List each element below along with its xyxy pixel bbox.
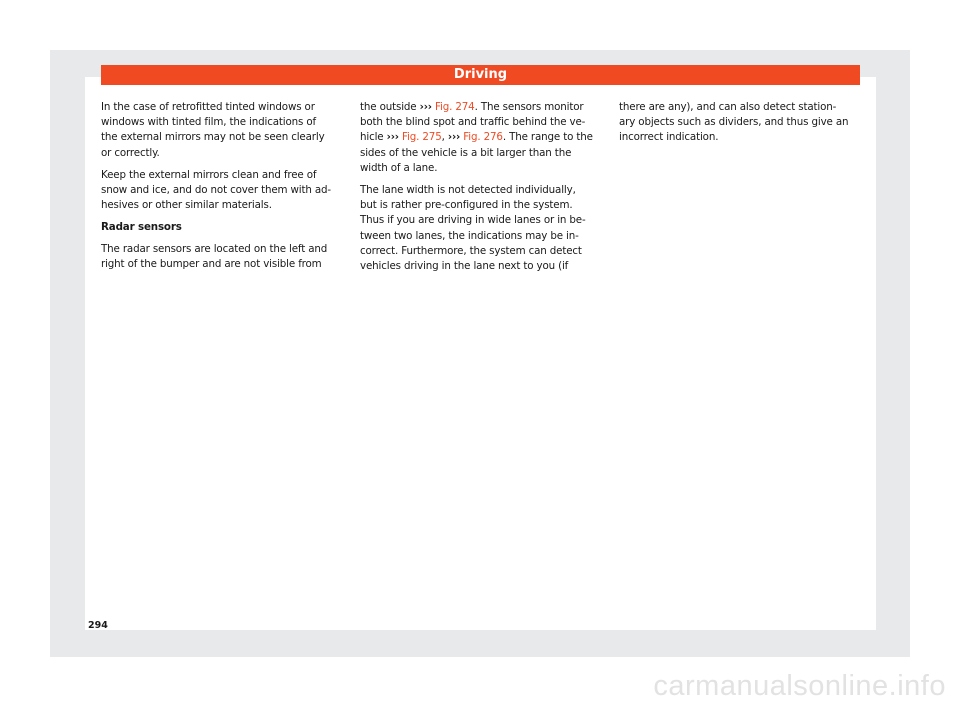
text-column-2 (360, 100, 593, 281)
cross-reference-arrow-icon: ››› (447, 131, 461, 144)
text-column-1 (101, 100, 334, 279)
paragraph: there are any), and can also detect station-ary objects such as dividers, and thus give an incorrect indication. (619, 101, 849, 144)
text-column-3 (619, 100, 852, 153)
paragraph: Keep the external mirrors clean and free of snow and ice, and do not cover them with ad-hesives or other similar materials. (101, 168, 332, 212)
figure-link-276[interactable]: Fig. 276 (463, 131, 503, 144)
figure-link-275[interactable]: Fig. 275 (402, 131, 442, 144)
page-number: 294 (88, 620, 108, 631)
paragraph: The radar sensors are located on the left and right of the bumper and are not visible from (101, 242, 328, 270)
watermark: carmanualsonline.info (653, 670, 946, 702)
text-run: the outside (360, 101, 420, 113)
paragraph (360, 100, 593, 176)
figure-link-274[interactable]: Fig. 274 (435, 101, 475, 113)
text-run: . The sensors monitor both the blind spot and traffic behind the ve-hicle (360, 101, 586, 144)
text-run: . The range to the sides of the vehicle is a bit larger than the width of a lane. (360, 131, 593, 174)
cross-reference-arrow-icon: ››› (386, 131, 399, 144)
paragraph: In the case of retrofitted tinted windows or windows with tinted film, the indications of the external mirrors may not be seen clearly or correctly. (101, 101, 325, 159)
cross-reference-arrow-icon: ››› (419, 101, 432, 113)
section-header: Driving (101, 65, 860, 85)
paragraph: The lane width is not detected individually, but is rather pre-configured in the system. Thus if you are driving in wide lanes or in be-tween two lanes, the indications may be in-correct. Furthermore, the system can detect vehicles driving in the lane next to you (if (360, 184, 586, 273)
section-heading: Radar sensors (101, 221, 182, 234)
text-run: , (441, 131, 448, 144)
